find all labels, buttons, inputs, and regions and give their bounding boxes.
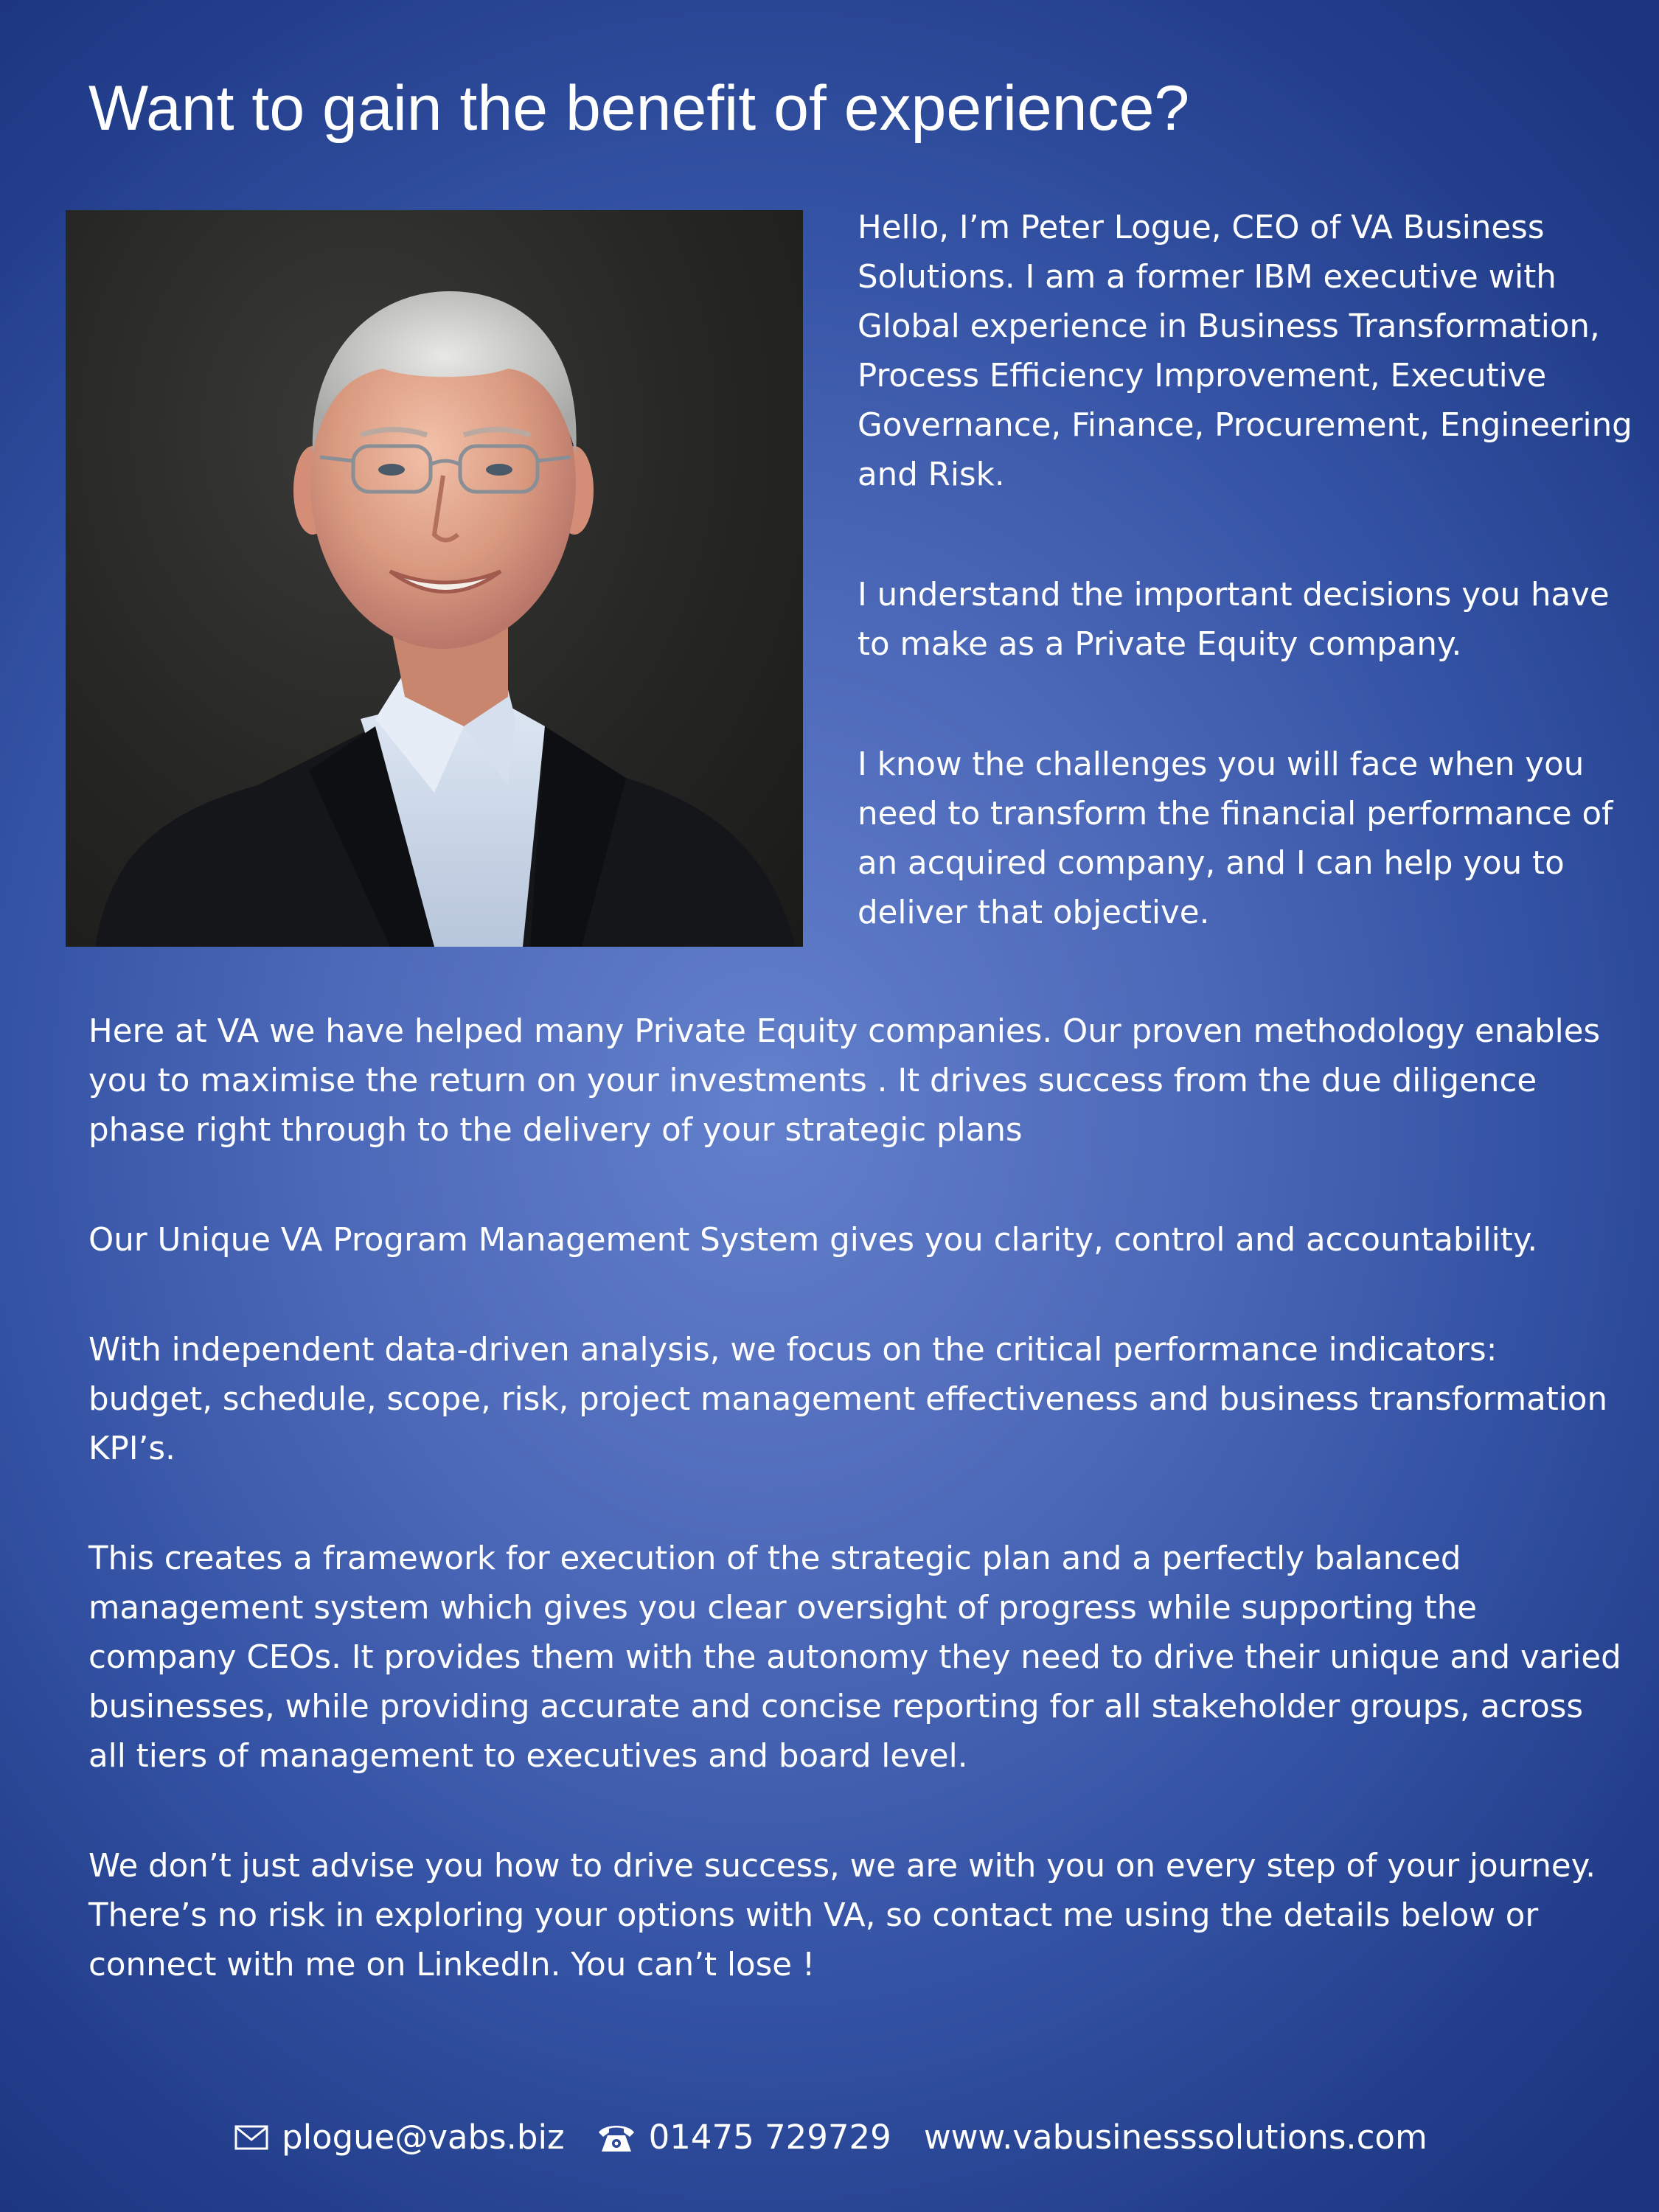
body-paragraph: Our Unique VA Program Management System gives you clarity, control and accountability. — [88, 1222, 1538, 1259]
contact-bar — [234, 2112, 1488, 2163]
body-paragraph: Here at VA we have helped many Private Equity companies. Our proven methodology enables you to maximise the return on your investments . It drives success from the due diligence phase right through to the delivery of your strategic plans — [88, 1013, 1601, 1149]
portrait-photo — [66, 210, 803, 947]
intro-paragraph: I understand the important decisions you have to make as a Private Equity company. — [858, 577, 1610, 663]
intro-paragraph: I know the challenges you will face when you need to transform the financial performance of an acquired company, and I can help you to deliver that objective. — [858, 746, 1613, 931]
intro-text — [858, 204, 1639, 938]
phone-number[interactable]: 01475 729729 — [648, 2118, 891, 2157]
website-link[interactable]: www.vabusinesssolutions.com — [923, 2118, 1427, 2157]
email-link[interactable]: plogue@vabs.biz — [282, 2118, 565, 2157]
body-paragraph: With independent data-driven analysis, we focus on the critical performance indicators: budget, schedule, scope, risk, project management effectiveness and business transformation KPI’s. — [88, 1332, 1608, 1467]
body-paragraph: This creates a framework for execution of the strategic plan and a perfectly balanced management system which gives you clear oversight of progress while supporting the company CEOs. It provides them with the autonomy they need to drive their unique and varied businesses, while providing accurate and concise reporting for all stakeholder groups, across all tiers of management to executives and board level. — [88, 1540, 1621, 1775]
envelope-icon — [234, 2125, 268, 2150]
body-paragraph: We don’t just advise you how to drive success, we are with you on every step of your journey. There’s no risk in exploring your options with VA, so contact me using the details below or connect with me on LinkedIn. You can’t lose ! — [88, 1848, 1596, 1983]
body-text — [88, 1007, 1630, 1990]
telephone-icon — [597, 2122, 636, 2153]
intro-paragraph: Hello, I’m Peter Logue, CEO of VA Business Solutions. I am a former IBM executive with Global experience in Business Transformation, Process Efficiency Improvement, Executive Governance, Finance, Procurement, Engineering and Risk. — [858, 209, 1632, 493]
page-headline: Want to gain the benefit of experience? — [88, 73, 1190, 144]
